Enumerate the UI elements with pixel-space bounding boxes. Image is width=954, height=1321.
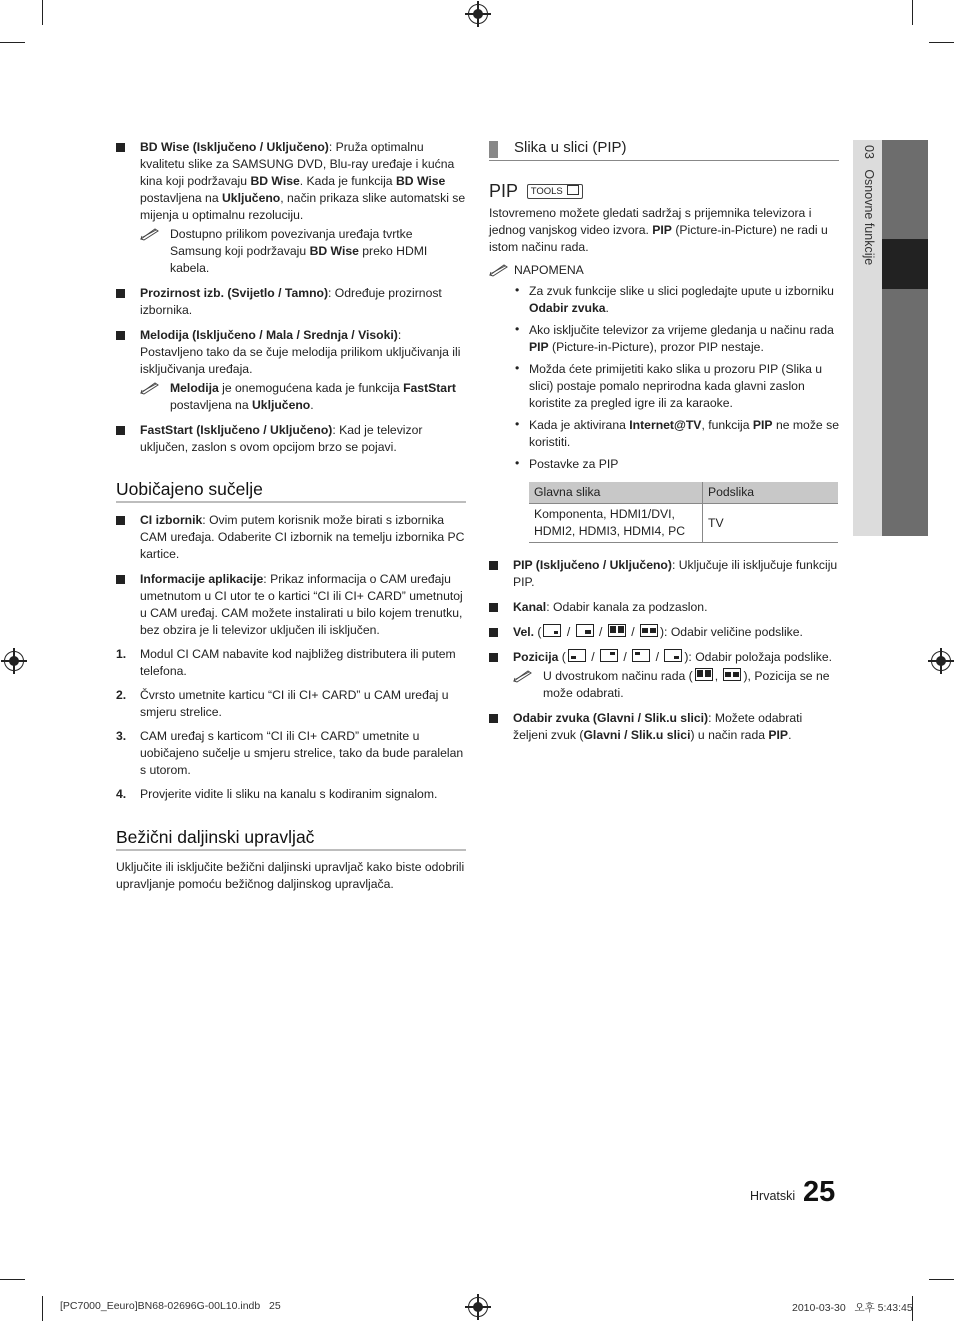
list-item: Prozirnost izb. (Svijetlo / Tamno): Određuje prozirnost izbornika.	[116, 285, 466, 319]
crop-mark	[912, 0, 913, 25]
table-cell: TV	[703, 504, 839, 543]
pip-size-double-wide-icon	[723, 668, 741, 681]
print-file-info: [PC7000_Eeuro]BN68-02696G-00L10.indb 25	[60, 1300, 281, 1312]
section-title-wireless-remote: Bežični daljinski upravljač	[116, 829, 466, 851]
numbered-step: 4. Provjerite vidite li sliku na kanalu s kodiranim signalom.	[116, 787, 438, 801]
intro-paragraph: Istovremeno možete gledati sadržaj s prijemnika televizora i jednog vanjskog video izvora. PIP (Picture-in-Picture) ne radi u istom načinu rada.	[489, 206, 828, 254]
table-header: Podslika	[703, 482, 839, 504]
note-bullet: • Kada je aktivirana Internet@TV, funkcija PIP ne može se koristiti.	[515, 417, 839, 449]
dot-bullet-icon: •	[515, 361, 520, 375]
pip-heading: PIP TOOLS	[489, 180, 839, 202]
square-bullet-icon	[116, 426, 125, 435]
pencil-note-icon	[140, 380, 160, 395]
table-row	[529, 504, 838, 543]
tools-remote-icon	[567, 185, 579, 195]
note: Melodija je onemogućena kada je funkcija FastStart postavljena na Uključeno.	[140, 380, 466, 414]
list-item: CI izbornik: Ovim putem korisnik može birati s izbornika CAM uređaja. Odaberite CI izbornik na temelju izbornika PC kartice.	[116, 512, 466, 563]
pip-pos-top-left-icon	[632, 649, 650, 662]
pencil-note-icon	[489, 262, 509, 277]
pip-size-double-wide-icon	[640, 624, 658, 637]
list-item: Vel. ( / / / ): Odabir veličine podslike.	[489, 624, 839, 641]
note-bullet: • Za zvuk funkcije slike u slici pogledajte upute u izborniku Odabir zvuka.	[515, 283, 834, 315]
registration-mark-icon	[468, 1297, 488, 1317]
crop-mark	[929, 1279, 954, 1280]
pip-size-double-icon	[608, 624, 626, 637]
chapter-title: Osnovne funkcije	[862, 169, 876, 266]
napomena-heading: NAPOMENA	[489, 262, 839, 279]
registration-mark-icon	[4, 651, 24, 671]
chapter-number: 03	[862, 145, 876, 159]
section-bar-icon	[489, 141, 498, 158]
list-item: PIP (Isključeno / Uključeno): Uključuje ili isključuje funkciju PIP.	[489, 557, 839, 591]
square-bullet-icon	[489, 628, 498, 637]
square-bullet-icon	[489, 603, 498, 612]
dot-bullet-icon: •	[515, 322, 520, 336]
pencil-note-icon	[513, 668, 533, 683]
square-bullet-icon	[489, 561, 498, 570]
square-bullet-icon	[116, 289, 125, 298]
dot-bullet-icon: •	[515, 456, 520, 470]
numbered-step: 1. Modul CI CAM nabavite kod najbližeg distributera ili putem telefona.	[116, 647, 456, 678]
square-bullet-icon	[489, 653, 498, 662]
note: U dvostrukom načinu rada ( , ), Pozicija se ne može odabrati.	[513, 668, 839, 702]
numbered-step: 3. CAM uređaj s karticom “CI ili CI+ CARD” umetnite u uobičajeno sučelje u smjeru strelice, tako da bude paralelan s utorom.	[116, 729, 464, 777]
list-item: Informacije aplikacije: Prikaz informacija o CAM uređaju umetnutom u CI utor te o kartici “CI ili CI+ CARD” umetnutoj u CAM uređaj. CAM možete instalirati u bilo kojem trenutku, bez obzira je li televizor uključen ili isključen.	[116, 571, 466, 639]
left-column	[116, 139, 466, 893]
dot-bullet-icon: •	[515, 283, 520, 297]
list-item: BD Wise (Isključeno / Uključeno): Pruža optimalnu kvalitetu slike za SAMSUNG DVD, Blu-ray uređaje i kućna kina koji podržavaju BD Wise. Kada je funkcija BD Wise postavljena na Uključeno, način prikaza slike automatski se mijenja u optimalnu rezoluciju. Dostupno prilikom povezivanja uređaja tvrtke Samsung koji podržavaju BD Wise preko HDMI kabela.	[116, 139, 466, 277]
square-bullet-icon	[116, 575, 125, 584]
pip-size-small-icon	[543, 624, 561, 637]
registration-mark-icon	[468, 4, 488, 24]
crop-mark	[0, 42, 25, 43]
square-bullet-icon	[116, 516, 125, 525]
paragraph: Uključite ili isključite bežični daljinski upravljač kako biste odobrili upravljanje pomoću bežičnog daljinskog upravljača.	[116, 860, 465, 891]
tools-badge: TOOLS	[527, 184, 584, 199]
list-item: FastStart (Isključeno / Uključeno): Kad je televizor uključen, zaslon s ovom opcijom brzo se pojavi.	[116, 422, 466, 456]
page-number: 25	[803, 1176, 836, 1208]
crop-mark	[42, 0, 43, 25]
note-bullet: • Ako isključite televizor za vrijeme gledanja u načinu rada PIP (Picture-in-Picture), prozor PIP nestaje.	[515, 322, 834, 354]
square-bullet-icon	[116, 143, 125, 152]
print-timestamp: 2010-03-30 오후 5:43:45	[792, 1302, 913, 1314]
pip-settings-table	[529, 482, 838, 543]
right-column	[489, 139, 839, 751]
pip-pos-bottom-left-icon	[568, 649, 586, 662]
item-term: BD Wise (Isključeno / Uključeno)	[140, 140, 329, 154]
pip-size-double-icon	[695, 668, 713, 681]
pencil-note-icon	[140, 226, 160, 241]
numbered-step: 2. Čvrsto umetnite karticu “CI ili CI+ CARD” u CAM uređaj u smjeru strelice.	[116, 688, 449, 719]
chapter-sidebar-marker	[882, 239, 928, 289]
crop-mark	[929, 42, 954, 43]
pip-pos-bottom-right-icon	[664, 649, 682, 662]
crop-mark	[42, 1296, 43, 1321]
chapter-sidebar-text	[858, 145, 878, 345]
table-cell: Komponenta, HDMI1/DVI, HDMI2, HDMI3, HDMI4, PC	[529, 504, 703, 543]
registration-mark-icon	[931, 651, 951, 671]
note-bullet: • Možda ćete primijetiti kako slika u prozoru PIP (Slika u slici) postaje pomalo neprirodna kada glavni zaslon koristite za pregled igre ili za karaoke.	[515, 361, 823, 410]
list-item: Melodija (Isključeno / Mala / Srednja / Visoki): Postavljeno tako da se čuje melodija prilikom uključivanja ili isključivanja uređaja. Melodija je onemogućena kada je funkcija FastStart postavljena na Uključeno.	[116, 327, 466, 414]
list-item: Pozicija ( / / / ): Odabir položaja podslike. U dvostrukom načinu rada ( , ), Pozicija se ne može odabrati.	[489, 649, 839, 702]
pip-size-medium-icon	[576, 624, 594, 637]
section-title-common-interface: Uobičajeno sučelje	[116, 481, 466, 503]
note: Dostupno prilikom povezivanja uređaja tvrtke Samsung koji podržavaju BD Wise preko HDMI kabela.	[140, 226, 466, 277]
crop-mark	[0, 1279, 25, 1280]
list-item: Kanal: Odabir kanala za podzaslon.	[489, 599, 839, 616]
list-item: Odabir zvuka (Glavni / Slik.u slici): Možete odabrati željeni zvuk (Glavni / Slik.u slici) u način rada PIP.	[489, 710, 839, 744]
chapter-sidebar-dark	[882, 140, 928, 536]
dot-bullet-icon: •	[515, 417, 520, 431]
page-language: Hrvatski	[750, 1189, 796, 1203]
table-header: Glavna slika	[529, 482, 703, 504]
section-title-pip: Slika u slici (PIP)	[489, 139, 839, 161]
note-bullet: • Postavke za PIP	[515, 456, 619, 471]
pip-pos-top-right-icon	[600, 649, 618, 662]
square-bullet-icon	[116, 331, 125, 340]
square-bullet-icon	[489, 714, 498, 723]
